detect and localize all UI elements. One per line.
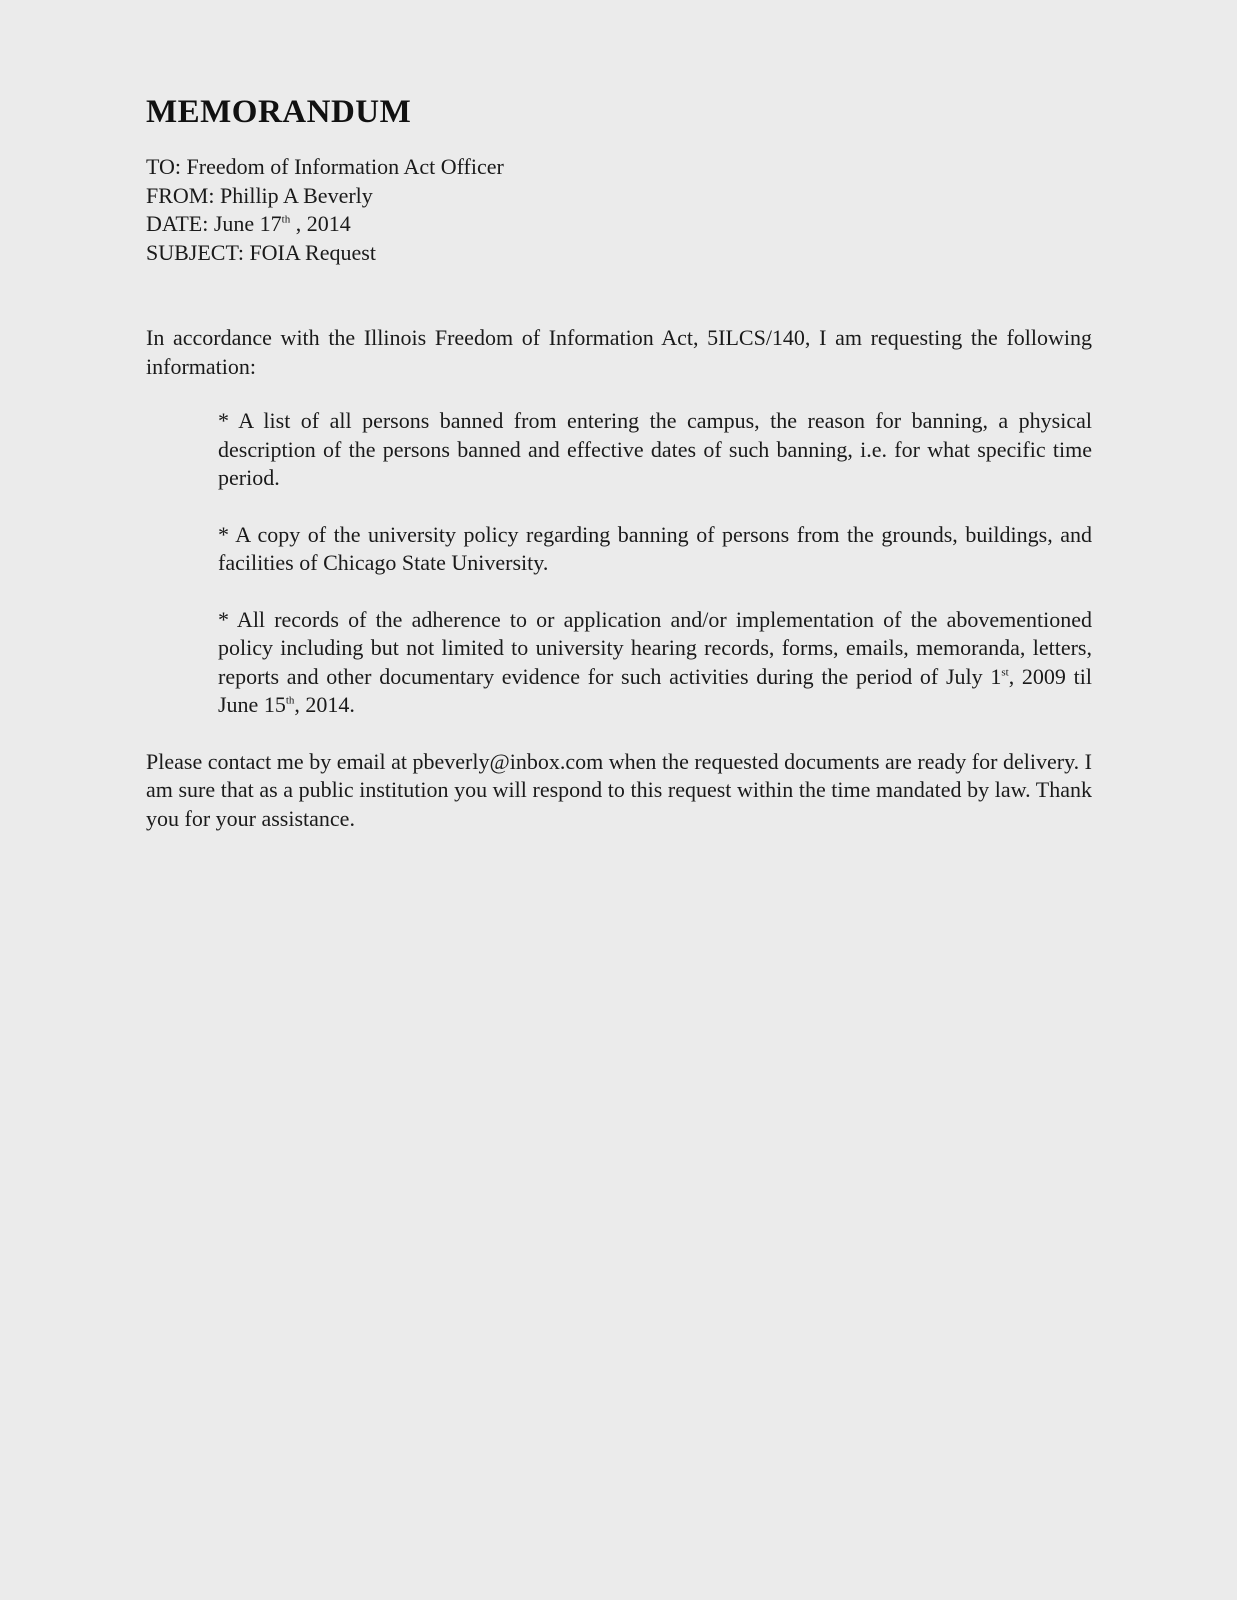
date-ordinal: th	[281, 213, 291, 226]
request-item	[218, 606, 1092, 720]
from-label: FROM:	[146, 182, 215, 208]
date-value-year: , 2014	[290, 211, 351, 236]
ordinal-suffix: st	[1001, 666, 1009, 679]
to-line	[146, 153, 1092, 182]
request-item: * A list of all persons banned from entering the campus, the reason for banning, a physical description of the persons banned and effective dates of such banning, i.e. for what specific time period.	[218, 408, 1092, 490]
ordinal-suffix: th	[285, 694, 295, 707]
request-item-text: * All records of the adherence to or application and/or implementation of the abovementioned policy including but not limited to university hearing records, forms, emails, memoranda, letters, reports and other documentary evidence for such activities during the period of July 1	[218, 606, 1092, 689]
from-value: Phillip A Beverly	[219, 182, 373, 208]
request-item-text: , 2009 til June 15	[218, 663, 1092, 717]
from-line	[146, 182, 1092, 211]
memo-content	[146, 88, 1092, 833]
to-label: TO:	[146, 154, 182, 179]
subject-label: SUBJECT:	[146, 239, 244, 265]
to-value: Freedom of Information Act Officer	[186, 154, 504, 179]
memo-title: MEMORANDUM	[146, 94, 412, 130]
date-value-main: June 17	[213, 211, 282, 236]
closing-paragraph: Please contact me by email at pbeverly@inbox.com when the requested documents are ready for delivery. I am sure that as a public institution you will respond to this request within the time mandated by law. Thank you for your assistance.	[146, 748, 1092, 831]
memo-header	[146, 153, 1092, 267]
subject-line	[146, 239, 1092, 268]
request-item: * A copy of the university policy regarding banning of persons from the grounds, buildings, and facilities of Chicago State University.	[218, 521, 1092, 575]
request-item-text: , 2014.	[294, 692, 355, 717]
request-list	[146, 407, 1092, 720]
date-label: DATE:	[146, 211, 209, 236]
intro-paragraph: In accordance with the Illinois Freedom of Information Act, 5ILCS/140, I am requesting the following information:	[146, 325, 1092, 379]
date-line	[146, 210, 1092, 239]
subject-value: FOIA Request	[249, 239, 376, 265]
